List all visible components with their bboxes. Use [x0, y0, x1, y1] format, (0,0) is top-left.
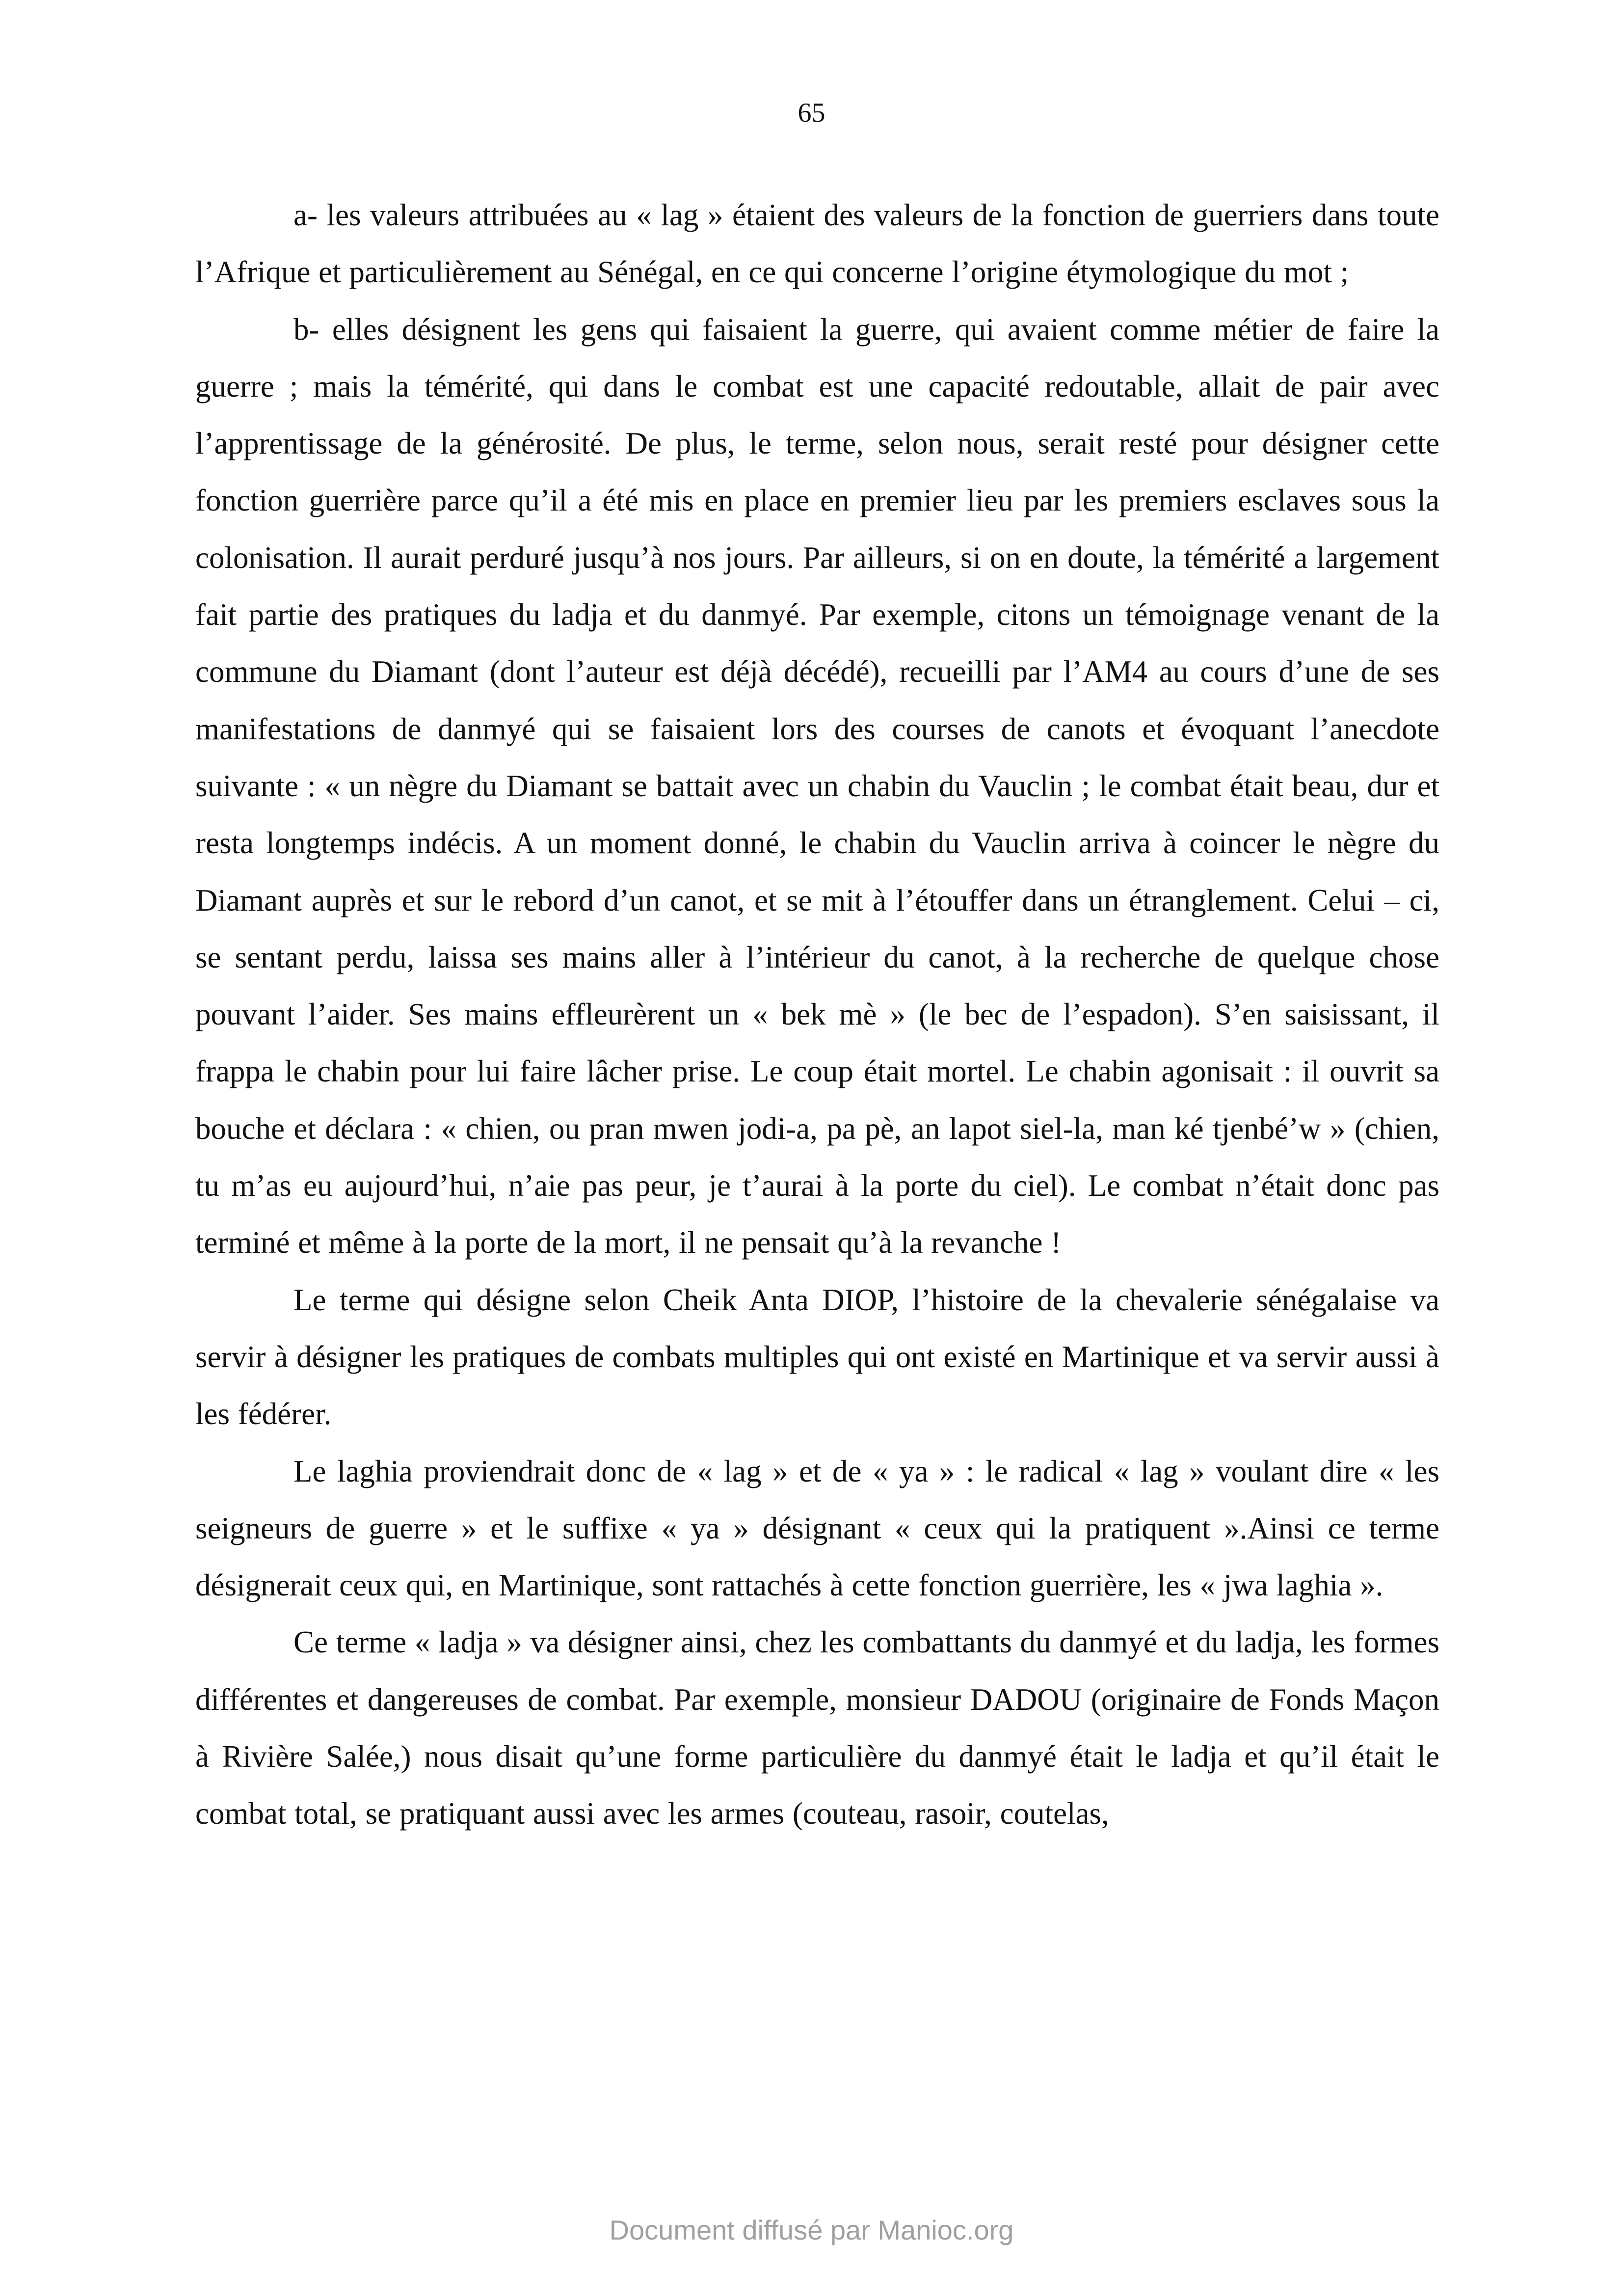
paragraph-ladja: Ce terme « ladja » va désigner ainsi, chez les combattants du danmyé et du ladja, les formes différentes et dangereuses de combat. Par exemple, monsieur DADOU (originaire de Fonds Maçon à Rivière Salée,) nous disait qu’une forme particulière du danmyé était le ladja et qu’il était le combat total, se pratiquant aussi avec les armes (couteau, rasoir, coutelas, — [195, 1625, 1439, 1831]
paragraph-cheik-anta-diop: Le terme qui désigne selon Cheik Anta DIOP, l’histoire de la chevalerie sénégalaise va servir à désigner les pratiques de combats multiples qui ont existé en Martinique et va servir aussi à les fédérer. — [195, 1282, 1439, 1432]
footer-credit: Document diffusé par Manioc.org — [609, 2215, 1014, 2245]
paragraph-a: a- les valeurs attribuées au « lag » étaient des valeurs de la fonction de guerriers dans toute l’Afrique et particulièrement au Sénégal, en ce qui concerne l’origine étymologique du mot ; — [195, 198, 1439, 290]
paragraph-laghia: Le laghia proviendrait donc de « lag » et de « ya » : le radical « lag » voulant dire « les seigneurs de guerre » et le suffixe « ya » désignant « ceux qui la pratiquent ».Ainsi ce terme désignerait ceux qui, en Martinique, sont rattachés à cette fonction guerrière, les « jwa laghia ». — [195, 1454, 1439, 1603]
body-text — [195, 187, 1439, 1842]
paragraph-b: b- elles désignent les gens qui faisaient la guerre, qui avaient comme métier de faire la guerre ; mais la témérité, qui dans le combat est une capacité redoutable, allait de pair avec l’apprentissage de la générosité. De plus, le terme, selon nous, serait resté pour désigner cette fonction guerrière parce qu’il a été mis en place en premier lieu par les premiers esclaves sous la colonisation. Il aurait perduré jusqu’à nos jours. Par ailleurs, si on en doute, la témérité a largement fait partie des pratiques du ladja et du danmyé. Par exemple, citons un témoignage venant de la commune du Diamant (dont l’auteur est déjà décédé), recueilli par l’AM4 au cours d’une de ses manifestations de danmyé qui se faisaient lors des courses de canots et évoquant l’anecdote suivante : « un nègre du Diamant se battait avec un chabin du Vauclin ; le combat était beau, dur et resta longtemps indécis. A un moment donné, le chabin du Vauclin arriva à coincer le nègre du Diamant auprès et sur le rebord d’un canot, et se mit à l’étouffer dans un étranglement. Celui – ci, se sentant perdu, laissa ses mains aller à l’intérieur du canot, à la recherche de quelque chose pouvant l’aider. Ses mains effleurèrent un « bek mè » (le bec de l’espadon). S’en saisissant, il frappa le chabin pour lui faire lâcher prise. Le coup était mortel. Le chabin agonisait : il ouvrit sa bouche et déclara : « chien, ou pran mwen jodi-a, pa pè, an lapot siel-la, man ké tjenbé’w » (chien, tu m’as eu aujourd’hui, n’aie pas peur, je t’aurai à la porte du ciel). Le combat n’était donc pas terminé et même à la porte de la mort, il ne pensait qu’à la revanche ! — [195, 312, 1439, 1260]
page-number: 65 — [798, 98, 825, 128]
